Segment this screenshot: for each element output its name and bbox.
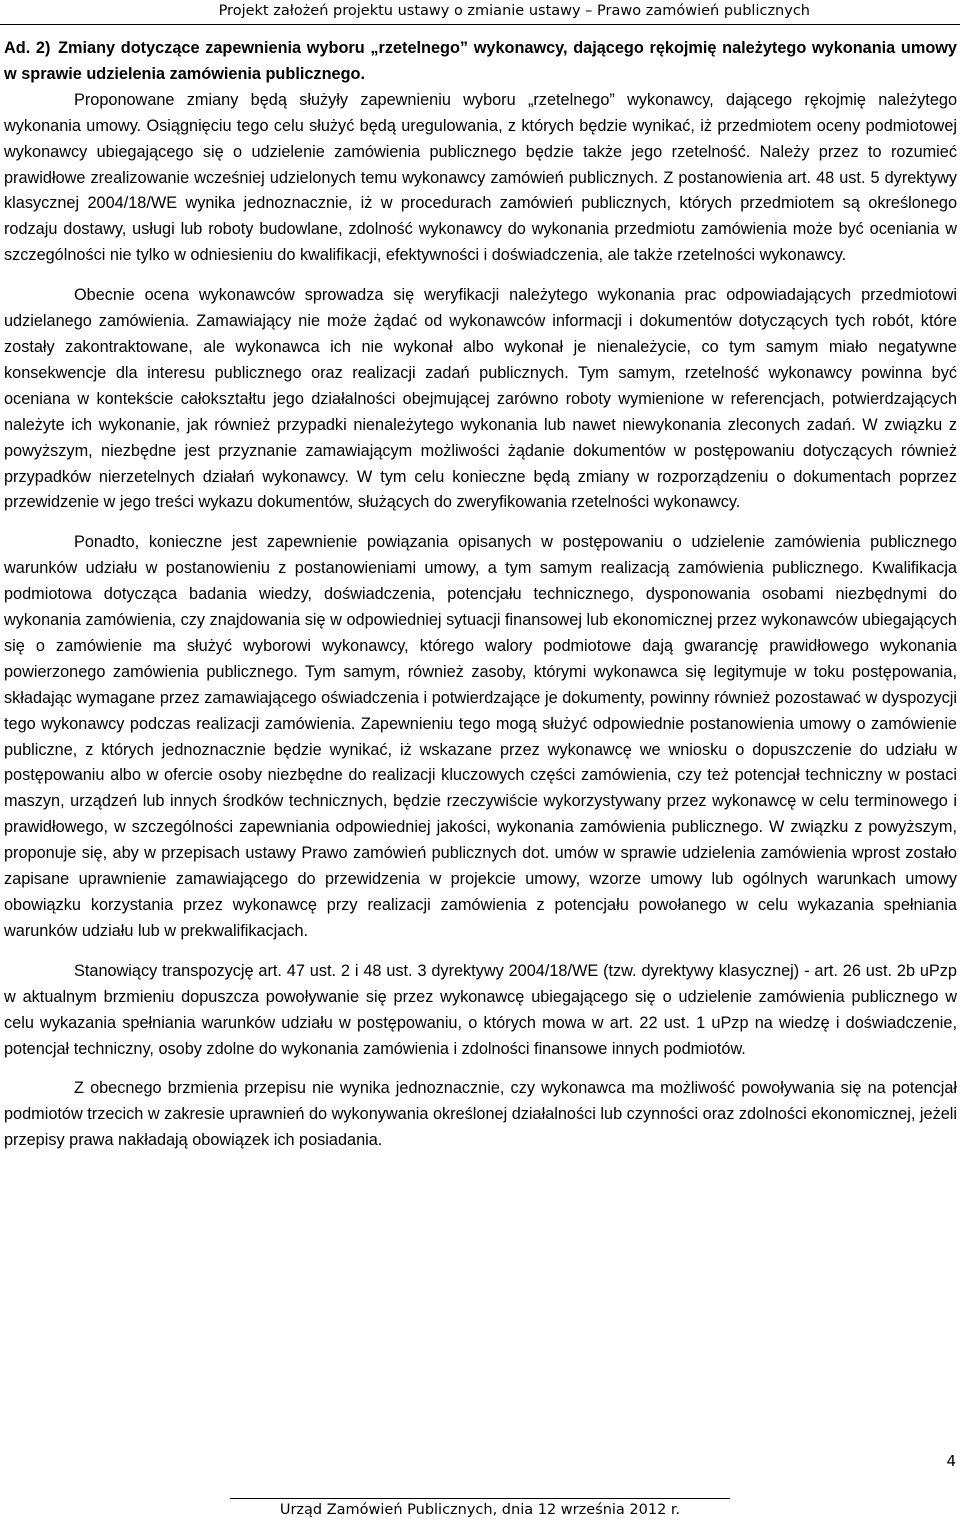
- section-heading: [4, 36, 957, 88]
- page-header: [0, 0, 960, 32]
- header-title: Projekt założeń projektu ustawy o zmianie ustawy – Prawo zamówień publicznych: [218, 3, 810, 19]
- section-title: Zmiany dotyczące zapewnienia wyboru „rzetelnego” wykonawcy, dającego rękojmię należytego wykonania umowy w sprawie udzielenia zamówienia publicznego.: [4, 39, 957, 83]
- header-divider: [0, 24, 960, 25]
- document-body: [4, 36, 957, 1154]
- footer-divider: [230, 1498, 730, 1499]
- page-number: 4: [946, 1452, 956, 1470]
- paragraph-1: Proponowane zmiany będą służyły zapewnieniu wyboru „rzetelnego” wykonawcy, dającego rękojmię należytego wykonania umowy. Osiągnięciu tego celu służyć będą uregulowania, z których będzie wynikać, iż przedmiotem oceny podmiotowej wykonawcy ubiegającego się o udzielenie zamówienia publicznego będzie także jego rzetelność. Należy przez to rozumieć prawidłowe zrealizowanie wcześniej udzielonych temu wykonawcy zamówień publicznych. Z postanowienia art. 48 ust. 5 dyrektywy klasycznej 2004/18/WE wynika jednoznacznie, iż w procedurach zamówień publicznych, których przedmiotem są określonego rodzaju dostawy, usługi lub roboty budowlane, zdolność wykonawcy do wykonania przedmiotu zamówienia może być oceniania w szczególności nie tylko w odniesieniu do kwalifikacji, efektywności i doświadczenia, ale także rzetelności wykonawcy.: [4, 90, 957, 265]
- paragraph-3: Ponadto, konieczne jest zapewnienie powiązania opisanych w postępowaniu o udzielenie zamówienia publicznego warunków udziału w postanowieniu z postanowieniami umowy, a tym samym realizacją zamówienia publicznego. Kwalifikacja podmiotowa dotycząca badania wiedzy, doświadczenia, potencjału technicznego, dysponowania osobami niezbędnymi do wykonania zamówienia, czy znajdowania się w odpowiedniej sytuacji finansowej lub ekonomicznej przez wykonawców ubiegających się o zamówienie ma służyć wyborowi wykonawcy, którego walory podmiotowe dają gwarancję prawidłowego wykonania powierzonego zamówienia publicznego. Tym samym, również zasoby, którymi wykonawca się legitymuje w toku postępowania, składając wymagane przez zamawiającego oświadczenia i potwierdzające je dokumenty, powinny również pozostawać w dyspozycji tego wykonawcy podczas realizacji zamówienia. Zapewnieniu tego mogą służyć odpowiednie postanowienia umowy o zamówienie publiczne, z których jednoznacznie będzie wynikać, iż wskazane przez wykonawcę we wniosku o dopuszczenie do udziału w postępowaniu albo w ofercie osoby niezbędne do realizacji kluczowych części zamówienia, czy też potencjał techniczny w postaci maszyn, urządzeń lub innych środków technicznych, będzie rzeczywiście wykorzystywany przez wykonawcę w celu terminowego i prawidłowego, w szczególności zapewniania odpowiedniej jakości, wykonania zamówienia publicznego. W związku z powyższym, proponuje się, aby w przepisach ustawy Prawo zamówień publicznych dot. umów w sprawie udzielenia zamówienia wprost zostało zapisane uprawnienie zamawiającego do przewidzenia w projekcie umowy, wzorze umowy lub ogólnych warunkach umowy obowiązku korzystania przez wykonawcę przy realizacji zamówienia z potencjału powołanego w celu wykazania spełniania warunków udziału lub w prekwalifikacjach.: [4, 533, 957, 940]
- section-number: 2): [35, 39, 51, 57]
- section-label: Ad.: [4, 39, 31, 57]
- footer-text: Urząd Zamówień Publicznych, dnia 12 września 2012 r.: [279, 1502, 681, 1518]
- paragraph-5: Z obecnego brzmienia przepisu nie wynika jednoznacznie, czy wykonawca ma możliwość powoływania się na potencjał podmiotów trzecich w zakresie uprawnień do wykonywania określonej działalności lub czynności oraz zdolności ekonomicznej, jeżeli przepisy prawa nakładają obowiązek ich posiadania.: [4, 1079, 957, 1150]
- paragraph-4: Stanowiący transpozycję art. 47 ust. 2 i 48 ust. 3 dyrektywy 2004/18/WE (tzw. dyrektywy klasycznej) - art. 26 ust. 2b uPzp w aktualnym brzmieniu dopuszcza powoływanie się przez wykonawcę ubiegającego się o udzielenie zamówienia publicznego w celu wykazania spełniania warunków udziału w postępowaniu, o których mowa w art. 22 ust. 1 uPzp na wiedzę i doświadczenie, potencjał techniczny, osoby zdolne do wykonania zamówienia i zdolności finansowe innych podmiotów.: [4, 961, 957, 1058]
- paragraph-2: Obecnie ocena wykonawców sprowadza się weryfikacji należytego wykonania prac odpowiadających przedmiotowi udzielanego zamówienia. Zamawiający nie może żądać od wykonawców informacji i dokumentów dotyczących tych robót, które zostały zakontraktowane, ale wykonawca ich nie wykonał albo wykonał je nienależycie, co tym samym miało negatywne konsekwencje dla interesu publicznego oraz realizacji zadań publicznych. Tym samym, rzetelność wykonawcy powinna być oceniana w kontekście całokształtu jego działalności obejmującej zarówno roboty wymienione w referencjach, potwierdzających należyte ich wykonanie, jak również przypadki nienależytego wykonania lub nawet niewykonania zleconych zadań. W związku z powyższym, niezbędne jest przyznanie zamawiającym możliwości żądanie dokumentów w postępowaniu dotyczących również przypadków nierzetelnych działań wykonawcy. W tym celu konieczne będą zmiany w rozporządzeniu o dokumentach poprzez przewidzenie w jego treści wykazu dokumentów, służących do zweryfikowania rzetelności wykonawcy.: [4, 286, 957, 512]
